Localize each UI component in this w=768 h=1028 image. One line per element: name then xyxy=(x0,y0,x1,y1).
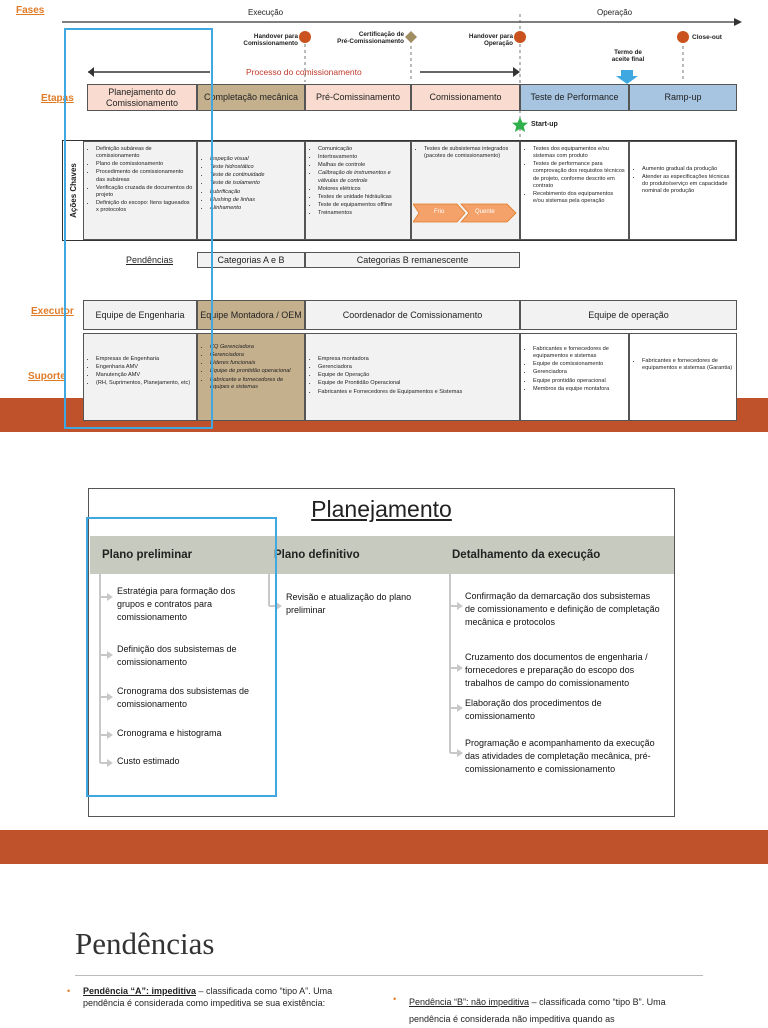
support-item: • CQ Gerenciadora xyxy=(210,344,301,351)
plano-preliminar-item: Custo estimado xyxy=(117,756,180,766)
action-item: • Verificação cruzada de documentos do projeto xyxy=(96,185,193,199)
support-operacao xyxy=(629,333,737,421)
action-item: • Teste hidrostático xyxy=(210,164,301,171)
pendencia-b-text xyxy=(409,994,697,1028)
pendencias-label: Pendências xyxy=(126,255,174,265)
action-item: • Definição do escopo: Itens tagueados x protocolos xyxy=(96,200,193,214)
actions-completacao xyxy=(197,141,305,240)
support-item: • Empresas de Engenharia xyxy=(96,356,193,363)
action-item: • Plano de comissionamento xyxy=(96,161,193,168)
support-item: • (RH, Suprimentos, Planejamento, etc) xyxy=(96,380,193,387)
milestone-text-close-out: Close-out xyxy=(692,34,722,41)
process-label: Processo do comissionamento xyxy=(246,67,362,77)
milestone-text-certificacao: Certificação de Pré-Comissionamento xyxy=(337,31,404,45)
pendencia-a-title: Pendência “A”: impeditiva xyxy=(83,986,197,996)
support-item: • Empresa montadora xyxy=(318,356,516,363)
header-plano-preliminar: Plano preliminar xyxy=(90,536,270,574)
pendencia-a-desc: – classificada como “tipo A”. Uma pendência é considerada como impeditiva se sua existência: xyxy=(83,986,333,1008)
milestone-handover-operacao xyxy=(514,31,526,43)
plano-preliminar-item: Definição dos subsistemas de comissionamento xyxy=(117,644,237,668)
support-item: • Gerenciadora xyxy=(210,352,301,359)
support-item: • Fabricantes e fornecedores de equipamentos e sistemas xyxy=(533,346,625,360)
timeline-arrowhead xyxy=(734,18,742,26)
stage-teste-performance: Teste de Performance xyxy=(520,84,629,111)
action-item: • Alinhamento xyxy=(210,205,301,212)
phase-execucao: Execução xyxy=(248,8,284,17)
termo-arrow-icon xyxy=(616,70,638,84)
action-item: • Atender as especificações técnicas do produto/serviço em capacidade nominal de produção xyxy=(642,174,732,195)
action-item: • Intertravamento xyxy=(318,154,407,161)
milestone-text-handover-operacao: Handover para Operação xyxy=(468,33,513,47)
milestone-close-out xyxy=(677,31,689,43)
detalhamento-item: Elaboração dos procedimentos de comissionamento xyxy=(465,698,602,722)
milestone-certificacao xyxy=(405,31,417,43)
title-rule xyxy=(75,975,703,976)
action-item: • Calibração de instrumentos e válvulas de controle xyxy=(318,170,407,184)
stage-comissionamento: Comissionamento xyxy=(411,84,520,111)
action-item: • Testes de performance para comprovação dos requisitos técnicos de projeto, conforme descrito em contrato xyxy=(533,161,625,190)
frio-label: Frio xyxy=(434,209,445,215)
plano-preliminar-item: Cronograma dos subsistemas de comissionamento xyxy=(117,686,250,710)
support-montadora xyxy=(197,333,305,421)
plano-preliminar-item: Estratégia para formação dos grupos e contratos para comissionamento xyxy=(117,586,236,623)
slide-separator-band xyxy=(0,830,768,864)
support-item: • Fabricantes e fornecedores de equipamentos e sistemas (Garantia) xyxy=(642,358,733,372)
arrow-icon xyxy=(457,704,463,712)
executor-operacao: Equipe de operação xyxy=(520,300,737,330)
action-item: • Recebimento dos equipamentos e/ou sistemas pela operação xyxy=(533,191,625,205)
support-item: • Equipe de Prontidão Operacional xyxy=(318,380,516,387)
action-item: • Inspeção visual xyxy=(210,156,301,163)
action-item: • Testes dos equipamentos e/ou sistemas com produto xyxy=(533,146,625,160)
label-etapas: Etapas xyxy=(41,93,74,104)
action-item: • Teste de isolamento xyxy=(210,180,301,187)
stage-completacao: Completação mecânica xyxy=(197,84,305,111)
actions-ramp-up xyxy=(629,141,736,240)
bullet-icon: • xyxy=(67,986,71,996)
connector-tick xyxy=(450,707,457,709)
action-item: • Procedimento de comissionamento das subáreas xyxy=(96,169,193,183)
connector-col3 xyxy=(449,574,451,753)
milestone-text-handover-comissionamento: Handover para Comissionamento xyxy=(243,33,298,47)
support-item: • Líderes funcionais xyxy=(210,360,301,367)
action-item: • Malhas de controle xyxy=(318,162,407,169)
support-comissionamento xyxy=(520,333,629,421)
connector-tick xyxy=(450,752,457,754)
actions-comissionamento xyxy=(411,141,520,240)
action-item: • Lubrificação xyxy=(210,189,301,196)
action-item: • Treinamentos xyxy=(318,210,407,217)
bullet-icon: • xyxy=(393,994,397,1004)
detalhamento-item: Confirmação da demarcação dos subsistemas de comissionamento e definição de completação mecânica e protocolos xyxy=(465,591,660,628)
support-coordenador xyxy=(305,333,520,421)
plano-preliminar-item: Cronograma e histograma xyxy=(117,728,222,738)
support-item: • Equipe prontidão operacional xyxy=(533,378,625,385)
acoes-chaves-label: Ações Chaves xyxy=(68,163,78,218)
executor-coordenador: Coordenador de Comissionamento xyxy=(305,300,520,330)
support-item: • Engenharia AMV xyxy=(96,364,193,371)
label-suporte: Suporte xyxy=(28,371,66,382)
frio-quente-chevrons xyxy=(413,203,519,223)
executor-montadora: Equipe Montadora / OEM xyxy=(197,300,305,330)
action-item: • Testes de subsistemas integrados (pacotes de comissionamento) xyxy=(424,146,516,160)
support-item: • Manutenção AMV xyxy=(96,372,193,379)
label-executor: Executor xyxy=(31,306,74,317)
arrow-icon xyxy=(457,602,463,610)
label-fases: Fases xyxy=(16,5,45,16)
executor-engenharia: Equipe de Engenharia xyxy=(83,300,197,330)
connector-tick xyxy=(450,667,457,669)
support-item: • Gerenciadora xyxy=(318,364,516,371)
phase-operacao: Operação xyxy=(597,8,633,17)
plano-definitivo-item: Revisão e atualização do plano preliminar xyxy=(286,592,412,616)
stage-pre-comissionamento: Pré-Comissinamento xyxy=(305,84,411,111)
support-item: • Equipe de prontidão operacional xyxy=(210,368,301,375)
highlight-planejamento xyxy=(64,28,213,429)
arrow-icon xyxy=(457,749,463,757)
process-arrow-right-head xyxy=(513,67,520,77)
action-item: • Teste de equipamentos offline xyxy=(318,202,407,209)
action-item: • Motores elétricos xyxy=(318,186,407,193)
pendencias-cat-b: Categorias B remanescente xyxy=(305,252,520,268)
header-detalhamento: Detalhamento da execução xyxy=(440,536,674,574)
action-item: • Definição subáreas de comissionamento xyxy=(96,146,193,160)
action-item: • Comunicação xyxy=(318,146,407,153)
action-item: • Teste de continuidade xyxy=(210,172,301,179)
milestone-handover-comissionamento xyxy=(299,31,311,43)
arrow-icon xyxy=(457,664,463,672)
support-item: • Equipe de comissionamento xyxy=(533,361,625,368)
pendencia-b-title: Pendência “B”: não impeditiva xyxy=(409,997,530,1007)
detalhamento-item: Programação e acompanhamento da execução das atividades de completação mecânica, pré-comissionamento e comissionamento xyxy=(465,738,655,775)
support-item: • Fabricantes e Fornecedores de Equipamentos e Sistemas xyxy=(318,389,516,396)
support-item: • Equipe de Operação xyxy=(318,372,516,379)
actions-teste-performance xyxy=(520,141,629,240)
connector-tick xyxy=(450,605,457,607)
action-item: • Testes de unidade hidráulicas xyxy=(318,194,407,201)
action-item: • Aumento gradual da produção xyxy=(642,166,732,173)
support-item: • Fabricante e fornecedores de equipes e sistemas xyxy=(210,377,301,391)
planejamento-title: Planejamento xyxy=(311,496,452,522)
pendencias-cat-ab: Categorias A e B xyxy=(197,252,305,268)
actions-pre-comissionamento xyxy=(305,141,411,240)
pendencia-a-text xyxy=(83,986,371,1009)
pendencias-title: Pendências xyxy=(75,926,215,961)
header-plano-definitivo: Plano definitivo xyxy=(262,536,442,574)
support-item: • Gerenciadora xyxy=(533,369,625,376)
stage-ramp-up: Ramp-up xyxy=(629,84,737,111)
pendencia-b-desc: – classificada como “tipo B”. Uma pendência é considerada não impeditiva quando as xyxy=(409,997,666,1025)
highlight-plano-preliminar xyxy=(86,517,277,797)
action-item: • Flushing de linhas xyxy=(210,197,301,204)
detalhamento-item: Cruzamento dos documentos de engenharia / fornecedores e preparação do escopo dos trabalhos de campo do comissionamento xyxy=(465,652,648,689)
support-item: • Membros da equipe montafora xyxy=(533,386,625,393)
quente-label: Quente xyxy=(475,209,495,215)
start-up-label: Start-up xyxy=(531,121,558,128)
stage-planejamento: Planejamento do Comissionamento xyxy=(87,84,197,111)
termo-aceite: Termo de aceite final xyxy=(611,49,645,63)
